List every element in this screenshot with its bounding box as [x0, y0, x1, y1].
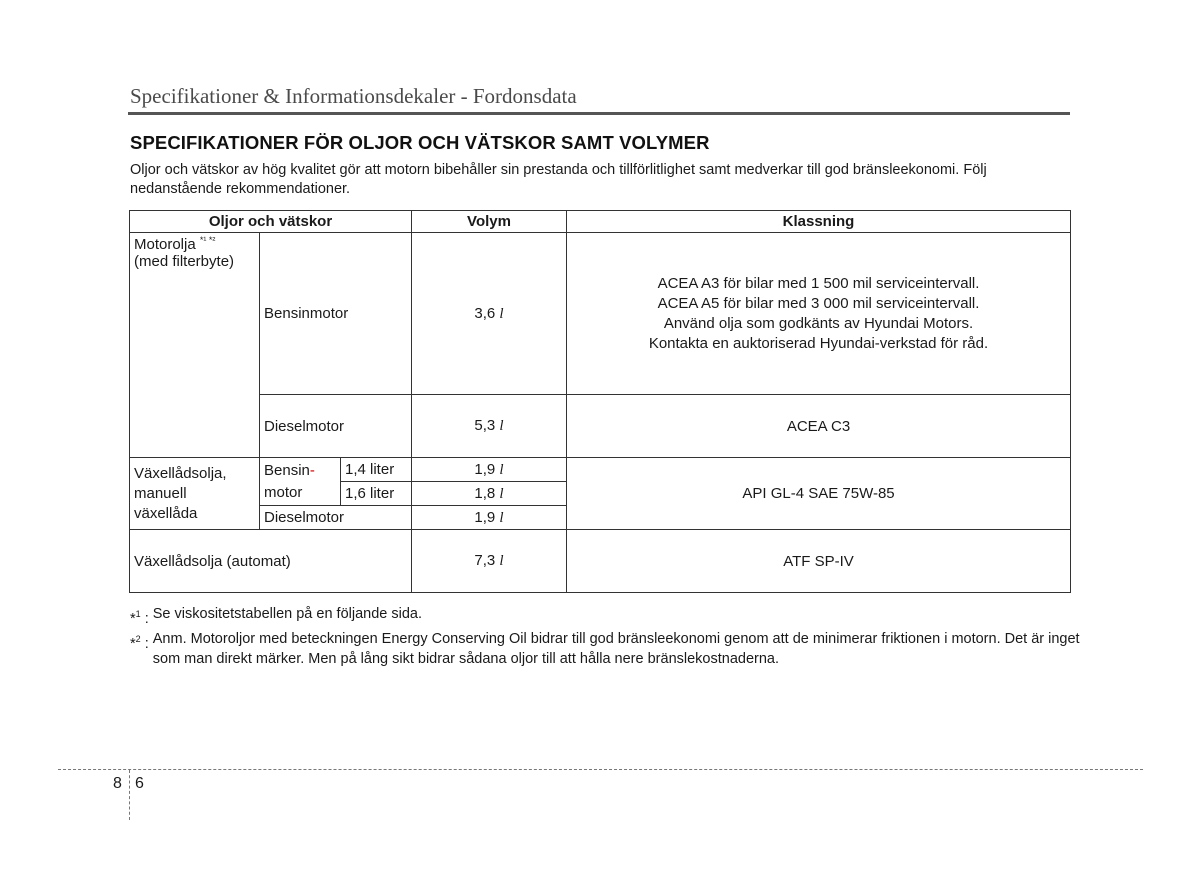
- automatic-gearbox-class: ATF SP-IV: [567, 530, 1071, 593]
- header-class: Klassning: [567, 211, 1071, 233]
- title-rule: [128, 112, 1070, 115]
- page-number-divider: [129, 770, 130, 820]
- table-row: [130, 395, 1071, 458]
- table-row: [130, 530, 1071, 593]
- footnote-2: [130, 629, 1080, 669]
- gearbox-size-1: 1,4 liter: [341, 458, 412, 482]
- bottom-divider: [58, 769, 1143, 770]
- footnotes: [130, 604, 1080, 669]
- gearbox-petrol-label: Bensin- motor: [260, 458, 341, 506]
- fluids-spec-table: [129, 210, 1071, 593]
- engine-oil-sublabel: (med filterbyte): [134, 253, 235, 270]
- intro-paragraph: Oljor och vätskor av hög kvalitet gör att motorn bibehåller sin prestanda och tillförlitlighet samt medverkar till god bränsleekonomi. Följ nedanstående rekommendationer.: [130, 162, 987, 197]
- footnote-text: Se viskositetstabellen på en följande sida.: [152, 606, 422, 622]
- table-header-row: [130, 211, 1071, 233]
- gearbox-diesel-label: Dieselmotor: [260, 506, 412, 530]
- automatic-gearbox-label: Växellådsolja (automat): [130, 530, 412, 593]
- engine-oil-cell: [130, 233, 260, 458]
- gearbox-size-2: 1,6 liter: [341, 482, 412, 506]
- footnote-marker: *$^2$ :: [130, 634, 153, 652]
- gearbox-volume-1: 1,9 l: [412, 458, 567, 482]
- engine-oil-note-marks: *¹ *²: [199, 235, 216, 245]
- manual-gearbox-class: API GL-4 SAE 75W-85: [567, 458, 1071, 530]
- footnote-1: [130, 604, 1080, 629]
- diesel-engine-volume: 5,3 l: [412, 395, 567, 458]
- petrol-engine-volume: 3,6 l: [412, 233, 567, 395]
- header-volume: Volym: [412, 211, 567, 233]
- section-title: Specifikationer & Informationsdekaler - Fordonsdata: [130, 84, 577, 108]
- gearbox-diesel-volume: 1,9 l: [412, 506, 567, 530]
- page-heading: SPECIFIKATIONER FÖR OLJOR OCH VÄTSKOR SAMT VOLYMER: [130, 132, 710, 153]
- table-row: [130, 458, 1071, 482]
- manual-gearbox-label: Växellådsolja, manuell växellåda: [130, 458, 260, 530]
- table-row: [130, 233, 1071, 395]
- footnote-marker: *$^1$ :: [130, 609, 153, 627]
- diesel-engine-label: Dieselmotor: [260, 395, 412, 458]
- diesel-engine-class: ACEA C3: [567, 395, 1071, 458]
- gearbox-volume-2: 1,8 l: [412, 482, 567, 506]
- page-chapter-number: 8: [113, 775, 122, 792]
- header-fluids: Oljor och vätskor: [130, 211, 412, 233]
- automatic-gearbox-volume: 7,3 l: [412, 530, 567, 593]
- engine-oil-label: Motorolja: [134, 236, 196, 253]
- footnote-text: Anm. Motoroljor med beteckningen Energy Conserving Oil bidrar till god bränsleekonomi genom att de minimerar friktionen i motorn. Det är inget som man direkt märker. Men på lång sikt bidrar sådana oljor till att hålla nere bränslekostnaderna.: [152, 631, 1080, 667]
- petrol-engine-label: Bensinmotor: [260, 233, 412, 395]
- petrol-engine-class: ACEA A3 för bilar med 1 500 mil serviceintervall. ACEA A5 för bilar med 3 000 mil serviceintervall. Använd olja som godkänts av Hyundai Motors. Kontakta en auktoriserad Hyundai-verkstad för råd.: [567, 233, 1071, 395]
- page-number: 6: [135, 775, 144, 792]
